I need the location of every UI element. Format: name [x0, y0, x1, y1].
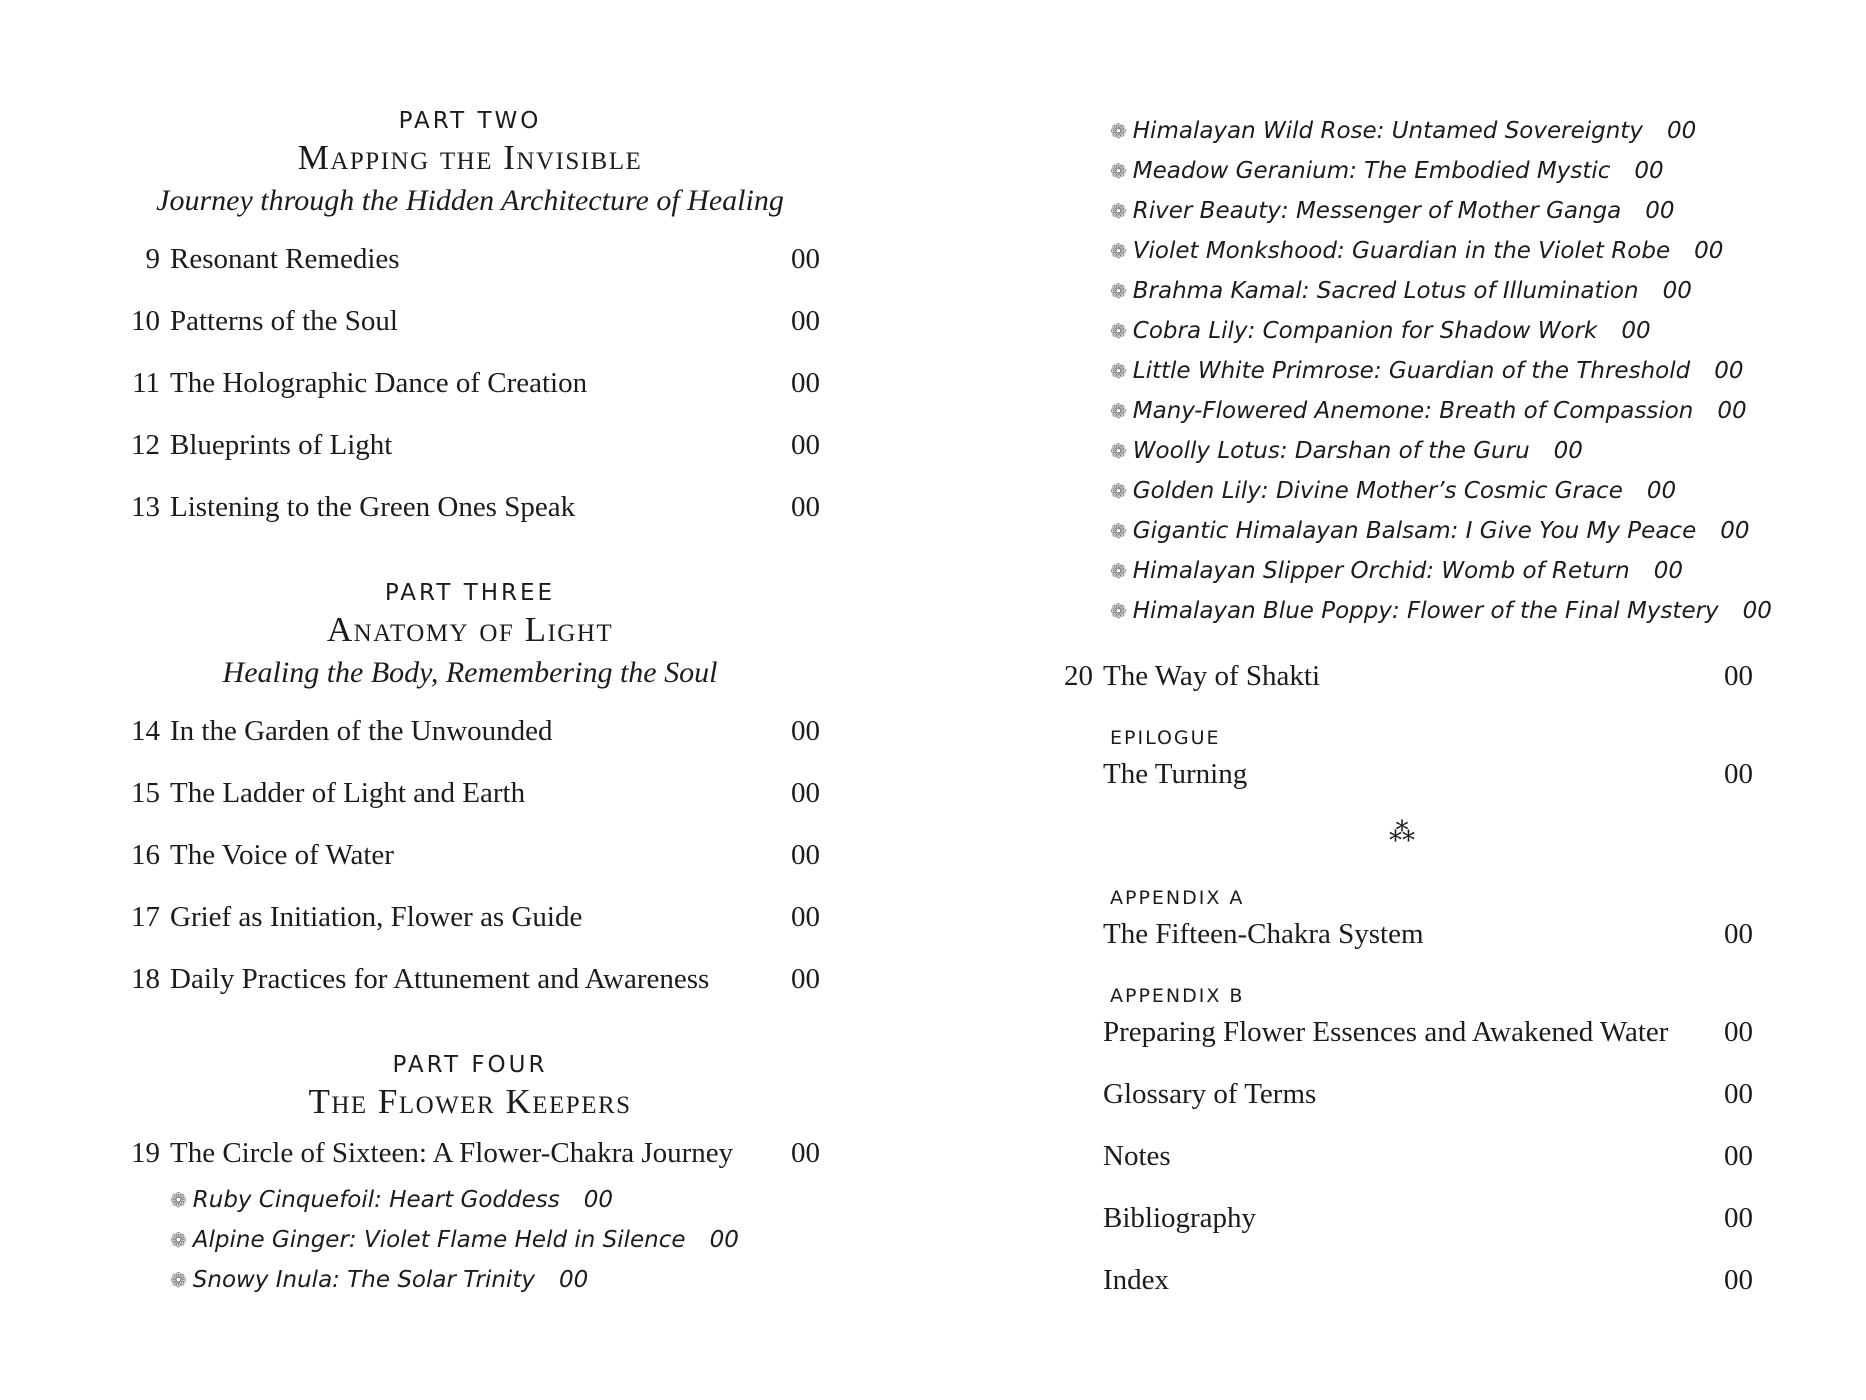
toc-entry[interactable] [120, 959, 820, 999]
flower-icon: ❁ [170, 1188, 187, 1212]
toc-entry-glossary[interactable] [1053, 1074, 1753, 1114]
chapter-number: 19 [131, 1137, 160, 1169]
part-title: Anatomy of Light [326, 610, 614, 649]
flower-entry[interactable] [1110, 474, 1676, 508]
toc-entry[interactable] [1053, 656, 1753, 696]
part-three-header [120, 580, 820, 690]
appendix-title: The Fifteen-Chakra System [1103, 918, 1424, 950]
part-four-header [120, 1052, 820, 1122]
toc-entry[interactable] [120, 487, 820, 527]
page-number: 00 [1724, 1202, 1753, 1234]
page-number: 00 [709, 1227, 739, 1253]
part-title: The Flower Keepers [308, 1082, 632, 1121]
flower-icon: ❁ [1110, 599, 1127, 623]
flower-title: Cobra Lily: Companion for Shadow Work [1132, 318, 1598, 344]
toc-entry-appendix-b[interactable] [1053, 1012, 1753, 1052]
toc-entry-epilogue[interactable] [1053, 754, 1753, 794]
page-number: 00 [1724, 660, 1753, 692]
flower-icon: ❁ [1110, 119, 1127, 143]
page-number: 00 [791, 305, 820, 337]
chapter-title: In the Garden of the Unwounded [170, 715, 553, 747]
page-number: 00 [791, 777, 820, 809]
flower-title: Golden Lily: Divine Mother’s Cosmic Grace [1132, 478, 1623, 504]
chapter-title: Patterns of the Soul [170, 305, 398, 337]
flower-icon: ❁ [1110, 279, 1127, 303]
toc-entry[interactable] [120, 239, 820, 279]
toc-entry[interactable] [120, 425, 820, 465]
epilogue-title: The Turning [1103, 758, 1248, 790]
toc-entry[interactable] [120, 711, 820, 751]
chapter-title: Blueprints of Light [170, 429, 393, 461]
flower-icon: ❁ [170, 1268, 187, 1292]
toc-entry-index[interactable] [1053, 1260, 1753, 1300]
part-label: PART FOUR [392, 1052, 548, 1078]
back-matter-title: Bibliography [1103, 1202, 1257, 1234]
flower-title: Many-Flowered Anemone: Breath of Compassion [1132, 398, 1694, 424]
epilogue-label: EPILOGUE [1110, 727, 1221, 749]
toc-entry[interactable] [120, 897, 820, 937]
part-subtitle: Journey through the Hidden Architecture of Healing [156, 184, 784, 217]
flower-icon: ❁ [1110, 559, 1127, 583]
toc-entry-notes[interactable] [1053, 1136, 1753, 1176]
flower-icon: ❁ [170, 1228, 187, 1252]
page-number: 00 [1724, 1078, 1753, 1110]
flower-entry[interactable] [1110, 394, 1747, 428]
page-number: 00 [558, 1267, 589, 1293]
flower-icon: ❁ [1110, 479, 1127, 503]
page-number: 00 [1720, 518, 1750, 544]
page-number: 00 [1724, 758, 1753, 790]
page-number: 00 [1714, 358, 1744, 384]
chapter-title: The Circle of Sixteen: A Flower-Chakra Journey [170, 1137, 734, 1169]
chapter-number: 10 [131, 305, 160, 337]
flower-entry[interactable] [170, 1223, 739, 1257]
flower-title: Brahma Kamal: Sacred Lotus of Illumination [1132, 278, 1639, 304]
page-number: 00 [1724, 1264, 1753, 1296]
page-number: 00 [1645, 198, 1675, 224]
page-number: 00 [791, 429, 820, 461]
chapter-number: 9 [145, 243, 160, 275]
part-label: PART THREE [384, 580, 556, 606]
page-number: 00 [791, 367, 820, 399]
part-label: PART TWO [398, 108, 542, 134]
flower-title: Violet Monkshood: Guardian in the Violet Robe [1132, 238, 1671, 264]
page-number: 00 [1724, 1016, 1753, 1048]
toc-entry[interactable] [120, 301, 820, 341]
chapter-title: Grief as Initiation, Flower as Guide [170, 901, 583, 933]
chapter-title: The Way of Shakti [1103, 660, 1321, 692]
flower-icon: ❁ [1110, 519, 1127, 543]
toc-entry[interactable] [120, 363, 820, 403]
flower-entry[interactable] [1110, 314, 1651, 348]
part-title: Mapping the Invisible [297, 138, 643, 177]
flower-title: Alpine Ginger: Violet Flame Held in Silence [192, 1227, 686, 1253]
toc-entry[interactable] [120, 1133, 820, 1173]
page-number: 00 [791, 715, 820, 747]
chapter-title: The Voice of Water [170, 839, 394, 871]
flower-icon: ❁ [1110, 199, 1127, 223]
chapter-number: 15 [131, 777, 160, 809]
flower-entry[interactable] [1110, 274, 1692, 308]
page-number: 00 [1662, 278, 1692, 304]
page-number: 00 [1653, 558, 1684, 584]
chapter-title: The Holographic Dance of Creation [170, 367, 588, 399]
chapter-title: The Ladder of Light and Earth [170, 777, 526, 809]
flower-title: River Beauty: Messenger of Mother Ganga [1132, 198, 1622, 224]
toc-entry-bibliography[interactable] [1053, 1198, 1753, 1238]
appendix-a-label: APPENDIX A [1110, 887, 1245, 909]
page-number: 00 [1646, 478, 1677, 504]
chapter-title: Listening to the Green Ones Speak [170, 491, 576, 523]
flower-entry[interactable] [1110, 194, 1675, 228]
part-two-header [120, 108, 820, 218]
page-number: 00 [791, 243, 820, 275]
appendix-b-label: APPENDIX B [1110, 985, 1245, 1007]
flower-icon: ❁ [1110, 239, 1127, 263]
page-number: 00 [1724, 1140, 1753, 1172]
flower-icon: ❁ [1110, 319, 1127, 343]
page-number: 00 [583, 1187, 614, 1213]
flower-title: Little White Primrose: Guardian of the Threshold [1132, 358, 1691, 384]
flower-title: Ruby Cinquefoil: Heart Goddess [192, 1187, 560, 1213]
flower-entry[interactable] [1110, 354, 1743, 388]
page-number: 00 [1742, 598, 1772, 624]
chapter-number: 11 [132, 367, 160, 399]
flower-title: Snowy Inula: The Solar Trinity [192, 1267, 535, 1293]
flower-title: Himalayan Slipper Orchid: Womb of Return [1132, 558, 1630, 584]
flower-title: Gigantic Himalayan Balsam: I Give You My Peace [1132, 518, 1697, 544]
page-number: 00 [791, 901, 820, 933]
flower-entry[interactable] [1110, 514, 1750, 548]
chapter-title: Resonant Remedies [170, 243, 400, 275]
flower-title: Himalayan Blue Poppy: Flower of the Final Mystery [1132, 598, 1719, 624]
chapter-title: Daily Practices for Attunement and Awareness [170, 963, 710, 995]
chapter-number: 16 [131, 839, 160, 871]
flower-icon: ❁ [1110, 399, 1127, 423]
page-number: 00 [1666, 118, 1697, 144]
flower-entry[interactable] [1110, 234, 1723, 268]
chapter-number: 20 [1064, 660, 1093, 692]
page-number: 00 [1553, 438, 1583, 464]
chapter-number: 17 [131, 901, 160, 933]
chapter-number: 13 [131, 491, 160, 523]
page-number: 00 [791, 491, 820, 523]
page-number: 00 [1621, 318, 1651, 344]
appendix-title: Preparing Flower Essences and Awakened Water [1103, 1016, 1669, 1048]
page-number: 00 [791, 1137, 820, 1169]
toc-entry[interactable] [120, 835, 820, 875]
flower-title: Meadow Geranium: The Embodied Mystic [1132, 158, 1611, 184]
ornament-icon: ⁂ [1389, 818, 1415, 847]
flower-entry[interactable] [1110, 554, 1683, 588]
back-matter-title: Notes [1103, 1140, 1171, 1172]
page-number: 00 [1717, 398, 1747, 424]
flower-icon: ❁ [1110, 439, 1127, 463]
part-subtitle: Healing the Body, Remembering the Soul [222, 656, 718, 689]
chapter-number: 14 [131, 715, 160, 747]
flower-entry[interactable] [1110, 114, 1696, 148]
page-number: 00 [1634, 158, 1664, 184]
back-matter-title: Glossary of Terms [1103, 1078, 1317, 1110]
flower-title: Woolly Lotus: Darshan of the Guru [1132, 438, 1530, 464]
flower-entry[interactable] [170, 1183, 613, 1217]
flower-entry[interactable] [1110, 594, 1772, 628]
flower-icon: ❁ [1110, 159, 1127, 183]
flower-entry[interactable] [1110, 434, 1583, 468]
page-number: 00 [1724, 918, 1753, 950]
back-matter-title: Index [1103, 1264, 1170, 1296]
page-number: 00 [1694, 238, 1724, 264]
chapter-number: 12 [131, 429, 160, 461]
page-number: 00 [791, 839, 820, 871]
flower-title: Himalayan Wild Rose: Untamed Sovereignty [1132, 118, 1643, 144]
flower-entry[interactable] [1110, 154, 1664, 188]
toc-entry-appendix-a[interactable] [1053, 914, 1753, 954]
right-page [933, 0, 1866, 1400]
flower-entry[interactable] [170, 1263, 588, 1297]
page-number: 00 [791, 963, 820, 995]
chapter-number: 18 [131, 963, 160, 995]
toc-entry[interactable] [120, 773, 820, 813]
flower-icon: ❁ [1110, 359, 1127, 383]
